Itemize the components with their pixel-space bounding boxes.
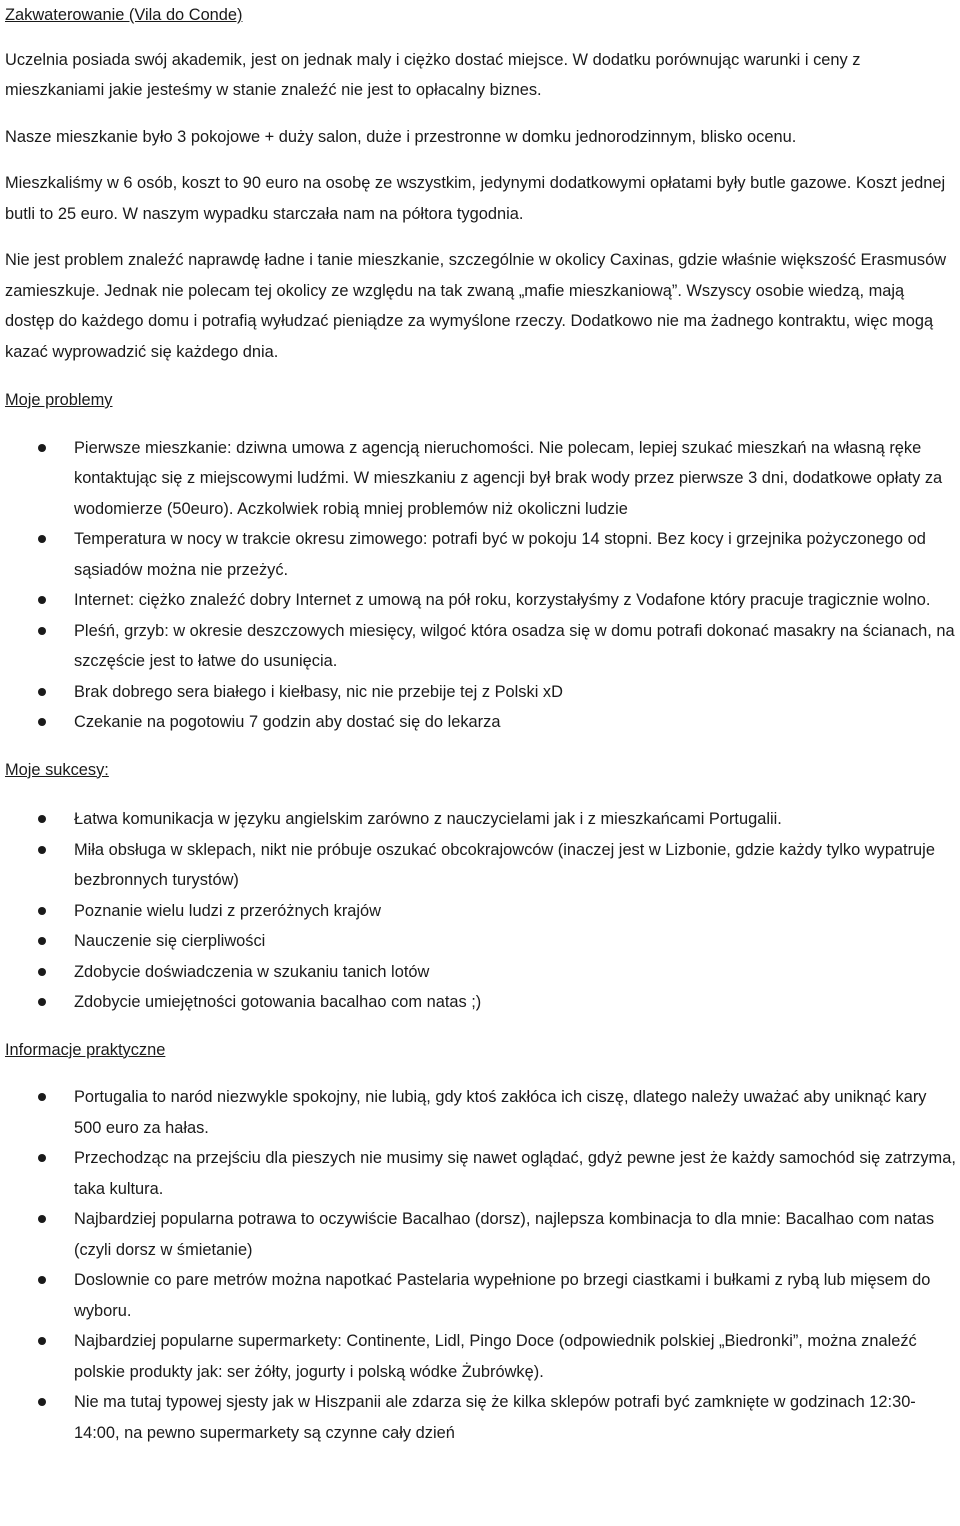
bullet-dot-icon — [38, 1276, 46, 1284]
section-title-accommodation: Zakwaterowanie (Vila do Conde) — [5, 6, 243, 24]
bullet-dot-icon — [38, 535, 46, 543]
practical-info-list — [5, 1082, 956, 1448]
list-item — [5, 524, 956, 585]
list-item-text: Zdobycie doświadczenia w szukaniu tanich lotów — [74, 962, 430, 981]
bullet-dot-icon — [38, 1337, 46, 1345]
list-item-text: Najbardziej popularna potrawa to oczywiście Bacalhao (dorsz), najlepsza kombinacja to dla mnie: Bacalhao com natas (czyli dorsz w śmietanie) — [74, 1210, 935, 1259]
problems-list — [5, 433, 956, 738]
bullet-dot-icon — [38, 1215, 46, 1223]
list-item-text: Doslownie co pare metrów można napotkać Pastelaria wypełnione po brzegi ciastkami i bułkami z rybą lub mięsem do wyboru. — [74, 1271, 931, 1320]
list-item-text: Pleśń, grzyb: w okresie deszczowych miesięcy, wilgoć która osadza się w domu potrafi dokonać masakry na ścianach, na szczęście jest to łatwe do usunięcia. — [74, 621, 955, 670]
bullet-dot-icon — [38, 596, 46, 604]
list-item — [5, 1265, 956, 1326]
list-item — [5, 1326, 956, 1387]
list-item — [5, 707, 956, 738]
list-item — [5, 926, 956, 957]
bullet-dot-icon — [38, 688, 46, 696]
section-title-successes: Moje sukcesy: — [5, 760, 109, 779]
paragraph-costs: Mieszkaliśmy w 6 osób, koszt to 90 euro na osobę ze wszystkim, jedynymi dodatkowymi opłatami były butle gazowe. Koszt jednej butli to 25 euro. W naszym wypadku starczała nam na półtora tygodnia. — [5, 174, 946, 223]
list-item-text: Czekanie na pogotowiu 7 godzin aby dostać się do lekarza — [74, 713, 501, 731]
section-title-practical: Informacje praktyczne — [5, 1040, 166, 1059]
paragraph-intro: Uczelnia posiada swój akademik, jest on jednak maly i ciężko dostać miejsce. W dodatku porównując warunki i ceny z mieszkaniami jakie jesteśmy w stanie znaleźć nie jest to opłacalny biznes. — [5, 50, 861, 99]
list-item-text: Portugalia to naród niezwykle spokojny, nie lubią, gdy ktoś zakłóca ich ciszę, dlatego należy uważać aby uniknąć kary 500 euro za hałas. — [74, 1088, 927, 1137]
list-item — [5, 616, 956, 677]
list-item-text: Nie ma tutaj typowej sjesty jak w Hiszpanii ale zdarza się że kilka sklepów potrafi być zamknięte w godzinach 12:30-14:00, na pewno supermarkety są czynne cały dzień — [74, 1393, 916, 1442]
list-item — [5, 1204, 956, 1265]
list-item-text: Brak dobrego sera białego i kiełbasy, nic nie przebije tej z Polski xD — [74, 682, 563, 701]
bullet-dot-icon — [38, 718, 46, 726]
bullet-dot-icon — [38, 937, 46, 945]
bullet-dot-icon — [38, 627, 46, 635]
list-item-text: Najbardziej popularne supermarkety: Continente, Lidl, Pingo Doce (odpowiednik polskiej „Biedronki”, można znaleźć polskie produkty jak: ser żółty, jogurty i polską wódke Żubrówkę). — [74, 1332, 917, 1381]
list-item — [5, 585, 956, 616]
bullet-dot-icon — [38, 846, 46, 854]
list-item-text: Temperatura w nocy w trakcie okresu zimowego: potrafi być w pokoju 14 stopni. Bez kocy i grzejnika pożyczonego od sąsiadów można nie przeżyć. — [74, 530, 926, 579]
list-item-text: Pierwsze mieszkanie: dziwna umowa z agencją nieruchomości. Nie polecam, lepiej szukać mieszkań na własną ręke kontaktując się z miejscowymi ludźmi. W mieszkaniu z agencji był brak wody przez pierwsze 3 dni, dodatkowe opłaty za wodomierze (50euro). Aczkolwiek robią mniej problemów niż okoliczni ludzie — [74, 438, 943, 518]
bullet-dot-icon — [38, 968, 46, 976]
list-item — [5, 1082, 956, 1143]
list-item-text: Nauczenie się cierpliwości — [74, 932, 266, 950]
bullet-dot-icon — [38, 1398, 46, 1406]
bullet-dot-icon — [38, 815, 46, 823]
list-item — [5, 987, 956, 1018]
list-item-text: Poznanie wielu ludzi z przeróżnych krajów — [74, 901, 382, 920]
list-item-text: Łatwa komunikacja w języku angielskim zarówno z nauczycielami jak i z mieszkańcami Portugalii. — [74, 810, 782, 828]
list-item — [5, 1143, 956, 1204]
bullet-dot-icon — [38, 444, 46, 452]
list-item-text: Internet: ciężko znaleźć dobry Internet z umową na pół roku, korzystałyśmy z Vodafone który pracuje tragicznie wolno. — [74, 591, 931, 609]
list-item-text: Przechodząc na przejściu dla pieszych nie musimy się nawet oglądać, gdyż pewne jest że każdy samochód się zatrzyma, taka kultura. — [74, 1149, 956, 1198]
list-item — [5, 677, 956, 708]
section-title-problems: Moje problemy — [5, 391, 113, 409]
bullet-dot-icon — [38, 1154, 46, 1162]
list-item-text: Miła obsługa w sklepach, nikt nie próbuje oszukać obcokrajowców (inaczej jest w Lizbonie, gdzie każdy tylko wypatruje bezbronnych turystów) — [74, 840, 935, 889]
successes-list — [5, 804, 956, 1018]
list-item — [5, 1387, 956, 1448]
list-item — [5, 835, 956, 896]
list-item-text: Zdobycie umiejętności gotowania bacalhao com natas ;) — [74, 993, 482, 1011]
bullet-dot-icon — [38, 1093, 46, 1101]
list-item — [5, 433, 956, 525]
list-item — [5, 957, 956, 988]
list-item — [5, 896, 956, 927]
paragraph-caxinas: Nie jest problem znaleźć naprawdę ładne i tanie mieszkanie, szczególnie w okolicy Caxinas, gdzie właśnie większość Erasmusów zamieszkuje. Jednak nie polecam tej okolicy ze względu na tak zwaną „mafie mieszkaniową”. Wszyscy osobie wiedzą, mają dostęp do każdego domu i potrafią wyłudzać pieniądze za wymyślone rzeczy. Dodatkowo nie ma żadnego kontraktu, więc mogą kazać wyprowadzić się każdego dnia. — [5, 251, 947, 361]
list-item — [5, 804, 956, 835]
bullet-dot-icon — [38, 998, 46, 1006]
bullet-dot-icon — [38, 907, 46, 915]
paragraph-apartment: Nasze mieszkanie było 3 pokojowe + duży salon, duże i przestronne w domku jednorodzinnym, blisko ocenu. — [5, 127, 797, 146]
